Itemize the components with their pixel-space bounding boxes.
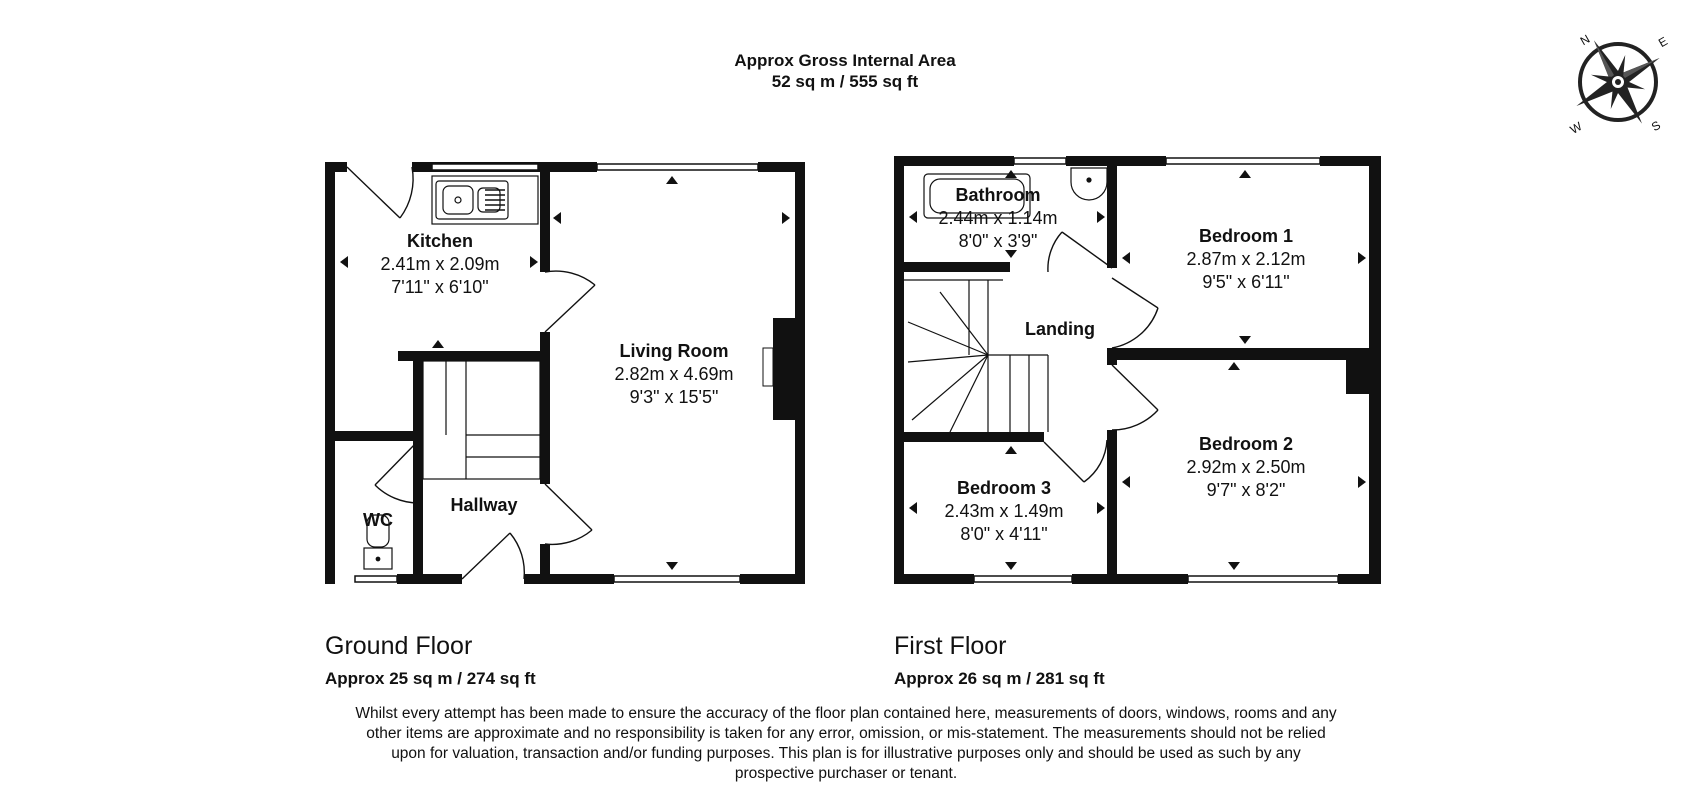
- ff-wall-bed3-north: [904, 432, 1044, 442]
- bedroom3-imperial: 8'0" x 4'11": [960, 524, 1048, 544]
- hallway-name: Hallway: [450, 495, 518, 515]
- bathroom-name: Bathroom: [955, 185, 1041, 205]
- ff-wall-bed1-west-a: [1107, 166, 1117, 268]
- bedroom3-name: Bedroom 3: [956, 478, 1052, 498]
- living-room-name: Living Room: [619, 341, 729, 361]
- bathroom-metric: 2.44m x 1.14m: [938, 208, 1058, 228]
- ff-wall-east: [1369, 156, 1381, 584]
- gf-wall-north-c: [542, 162, 597, 172]
- gf-wall-kitchen-living-a: [540, 172, 550, 272]
- gf-wall-north-d: [758, 162, 805, 172]
- living-room-imperial: 9'3" x 15'5": [629, 387, 719, 407]
- compass-s: S: [1649, 117, 1663, 135]
- bedroom1-name: Bedroom 1: [1198, 226, 1294, 246]
- kitchen-window: [432, 164, 538, 170]
- bathroom-window: [1014, 158, 1066, 164]
- bedroom2-window: [1188, 576, 1338, 582]
- ff-wall-bed1-south: [1107, 348, 1369, 360]
- bedroom1-imperial: 9'5" x 6'11": [1202, 272, 1290, 292]
- gf-wall-stair-west: [413, 351, 423, 441]
- ff-wall-west: [894, 156, 904, 584]
- ff-chimney: [1346, 360, 1369, 394]
- gf-wall-south-b: [397, 574, 462, 584]
- ground-floor-area: Approx 25 sq m / 274 sq ft: [325, 669, 536, 688]
- ff-wall-bed3-east: [1107, 442, 1117, 574]
- fireplace-hearth: [763, 348, 773, 386]
- ff-wall-north-b: [1066, 156, 1166, 166]
- bedroom1-window: [1166, 158, 1320, 164]
- gf-wall-kitchen-living-c: [540, 544, 550, 574]
- gross-area-title: Approx Gross Internal Area: [734, 51, 956, 70]
- ff-wall-bathroom-south: [904, 262, 1010, 272]
- gf-wall-south-d: [740, 574, 805, 584]
- ff-wall-north-a: [894, 156, 1014, 166]
- bedroom1-metric: 2.87m x 2.12m: [1186, 249, 1306, 269]
- ground-floor-title: Ground Floor: [325, 632, 473, 660]
- bedroom2-imperial: 9'7" x 8'2": [1206, 480, 1286, 500]
- kitchen-name: Kitchen: [406, 231, 474, 251]
- gross-area-total: 52 sq m / 555 sq ft: [771, 72, 919, 91]
- gf-stairs: [423, 361, 540, 479]
- compass-e: E: [1656, 33, 1670, 51]
- first-floor-title: First Floor: [894, 632, 1007, 660]
- bathroom-imperial: 8'0" x 3'9": [958, 231, 1038, 251]
- ff-wall-north-c: [1320, 156, 1381, 166]
- ground-floor-plan: [325, 162, 805, 584]
- bedroom3-window: [974, 576, 1072, 582]
- bedroom2-metric: 2.92m x 2.50m: [1186, 457, 1306, 477]
- kitchen-sink: [432, 176, 538, 224]
- ff-wall-south-c: [1338, 574, 1381, 584]
- kitchen-metric: 2.41m x 2.09m: [380, 254, 500, 274]
- gf-chimney-breast: [773, 318, 795, 420]
- gf-wall-west: [325, 162, 335, 584]
- basin: [1071, 168, 1107, 200]
- gf-wall-wc-north: [335, 431, 423, 441]
- landing-name: Landing: [1025, 319, 1095, 339]
- gf-wall-wc-east: [413, 441, 423, 574]
- first-floor-plan: [894, 156, 1381, 584]
- living-room-metric: 2.82m x 4.69m: [614, 364, 734, 384]
- ff-wall-south-a: [894, 574, 974, 584]
- ff-room-labels: [938, 185, 1305, 544]
- ff-stairs: [904, 280, 1048, 432]
- wc-window: [355, 576, 397, 582]
- kitchen-imperial: 7'11" x 6'10": [391, 277, 489, 297]
- ff-wall-south-b: [1072, 574, 1188, 584]
- living-window-north: [597, 164, 758, 170]
- compass-n: N: [1577, 31, 1593, 49]
- compass-w: W: [1567, 119, 1585, 137]
- gf-wall-east: [795, 162, 805, 584]
- bedroom3-metric: 2.43m x 1.49m: [944, 501, 1064, 521]
- disclaimer-text: Whilst every attempt has been made to ensure the accuracy of the floor plan contained here, measurements of doors, windows, rooms and any other items are approximate and no responsibility is taken for any error, omission, or mis-statement. The measurements should not be relied upon for valuation, transaction and/or funding purposes. This plan is for illustrative purposes only and should be used as such by any prospective purchaser or tenant.: [355, 705, 1337, 782]
- gf-wall-north-a: [325, 162, 347, 172]
- gf-wall-south-a: [325, 574, 335, 584]
- living-window-south: [614, 576, 740, 582]
- compass-icon: [1552, 16, 1683, 147]
- first-floor-area: Approx 26 sq m / 281 sq ft: [894, 669, 1105, 688]
- wc-name: WC: [363, 510, 393, 530]
- gf-wall-south-c: [524, 574, 614, 584]
- bedroom2-name: Bedroom 2: [1198, 434, 1294, 454]
